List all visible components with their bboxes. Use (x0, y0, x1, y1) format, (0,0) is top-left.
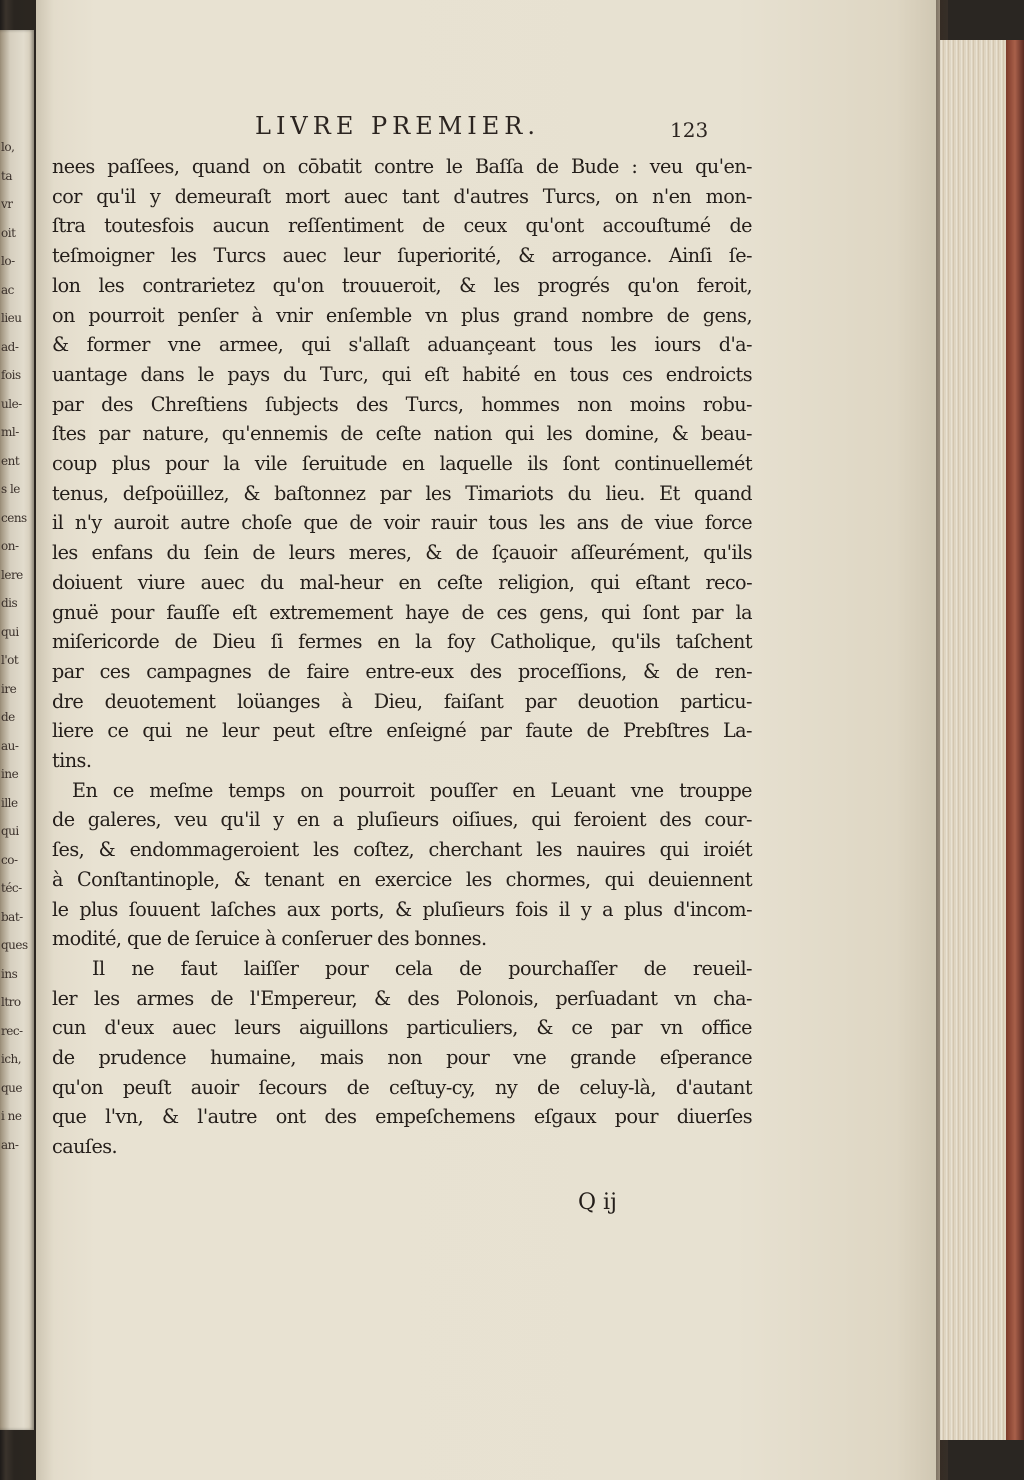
previous-page-edge (0, 30, 34, 1430)
text-line: coup plus pour la vile ſeruitude en laquelle ils ſont continuellemét (52, 452, 752, 475)
text-line: de galeres, veu qu'il y en a pluſieurs oiſiues, qui feroient des cour- (52, 808, 752, 832)
previous-page-fragment: de (1, 710, 15, 724)
text-line: on pourroit penſer à vnir enſemble vn plus grand nombre de gens, (52, 303, 752, 327)
previous-page-fragment: ent (1, 453, 20, 468)
text-line: & former vne armee, qui s'allaſt aduançeant tous les iours d'a- (52, 333, 752, 357)
previous-page-fragment: ins (1, 966, 18, 981)
text-line: tenus, deſpoüillez, & baſtonnez par les Timariots du lieu. Et quand (52, 481, 752, 505)
previous-page-fragment: s le (1, 482, 20, 496)
previous-page-fragment: oit (1, 225, 16, 240)
page-number: 123 (670, 118, 709, 142)
text-line: modité, que de ſeruice à conſeruer des bonnes. (52, 927, 487, 951)
previous-page-fragment: an- (1, 1137, 19, 1152)
text-line: ſtes par nature, qu'ennemis de ceſte nation qui les domine, & beau- (52, 422, 752, 446)
text-line: qu'on peuſt auoir ſecours de ceſtuy-cy, ny de celuy-là, d'autant (52, 1075, 752, 1099)
text-line: tins. (52, 749, 92, 772)
text-line: teſmoigner les Turcs auec leur ſuperiorité, & arrogance. Ainſi ſe- (52, 244, 752, 268)
previous-page-fragment: rec- (1, 1023, 23, 1038)
previous-page-fragment: vr (1, 197, 13, 211)
page-edges-stack (940, 40, 1010, 1440)
text-line: doiuent viure auec du mal-heur en ceſte religion, qui eſtant reco- (52, 570, 752, 594)
previous-page-fragment: dis (1, 596, 18, 610)
previous-page-fragment: lere (1, 567, 23, 582)
previous-page-fragment: que (1, 1080, 23, 1095)
text-line: nees paſſees, quand on cōbatit contre le Baſſa de Bude : veu qu'en- (52, 155, 752, 178)
previous-page-fragment: ml- (1, 425, 19, 439)
text-line: à Conſtantinople, & tenant en exercice les chormes, qui deuiennent (52, 867, 752, 891)
previous-page-fragment: i ne (1, 1109, 22, 1123)
text-line: par ces campagnes de faire entre-eux des proceſſions, & de ren- (52, 659, 752, 683)
previous-page-fragment: l'ot (1, 653, 19, 667)
text-line: lon les contrarietez qu'on trouueroit, & les progrés qu'on feroit, (52, 273, 752, 297)
previous-page-fragment: ac (1, 282, 14, 297)
previous-page-fragment: ine (1, 767, 19, 781)
text-line: ler les armes de l'Empereur, & des Polonois, perſuadant vn cha- (52, 986, 752, 1010)
previous-page-fragment: ad- (1, 339, 19, 354)
previous-page-fragment: qui (1, 824, 19, 838)
previous-page-fragment: téc- (1, 881, 22, 895)
text-line: cun d'eux auec leurs aiguillons particuliers, & ce par vn office (52, 1016, 752, 1040)
previous-page-fragment: fois (1, 368, 21, 382)
previous-page-fragment: co- (1, 852, 18, 867)
previous-page-fragment: ich, (1, 1052, 22, 1066)
text-line: par des Chreſtiens ſubjects des Turcs, hommes non moins robu- (52, 392, 752, 416)
text-line: liere ce qui ne leur peut eſtre enſeigné par faute de Prebſtres La- (52, 719, 752, 743)
previous-page-fragment: ques (1, 938, 28, 952)
previous-page-fragment: ire (1, 681, 17, 696)
text-line: ſtra toutesfois aucun reſſentiment de ceux qu'ont accouſtumé de (52, 214, 752, 238)
text-line: il n'y auroit autre choſe que de voir rauir tous les ans de viue force (52, 511, 752, 535)
text-line: le plus ſouuent laſches aux ports, & pluſieurs fois il y a plus d'incom- (52, 897, 752, 921)
previous-page-fragment: ta (1, 168, 12, 183)
previous-page-fragment: lieu (1, 311, 22, 325)
text-line: ſes, & endommageroient les coſtez, cherchant les nauires qui iroiét (52, 838, 752, 862)
text-line: Il ne faut laiſſer pour cela de pourchaſſer de reueil- (92, 956, 752, 980)
text-line: les enfans du ſein de leurs meres, & de ſçauoir aſſeurément, qu'ils (52, 541, 752, 565)
previous-page-fragment: au- (1, 738, 19, 753)
book-cover-edge (1006, 40, 1024, 1440)
previous-page-fragment: bat- (1, 909, 23, 924)
previous-page-fragment: on- (1, 539, 19, 553)
signature-mark: Q ij (578, 1190, 617, 1215)
page-header (36, 112, 940, 152)
text-line: que l'vn, & l'autre ont des empeſchemens eſgaux pour diuerſes (52, 1105, 752, 1129)
text-line: gnuë pour fauſſe eſt extremement haye de ces gens, qui ſont par la (52, 600, 752, 624)
previous-page-fragment: ille (1, 795, 18, 810)
text-line: de prudence humaine, mais non pour vne grande eſperance (52, 1046, 752, 1069)
text-line: cauſes. (52, 1135, 118, 1159)
text-line: uantage dans le pays du Turc, qui eſt habité en tous ces endroicts (52, 362, 752, 386)
text-line: En ce meſme temps on pourroit pouſſer en Leuant vne trouppe (72, 778, 752, 802)
text-line: miſericorde de Dieu ſi fermes en la foy Catholique, qu'ils taſchent (52, 630, 752, 654)
previous-page-fragment: lo- (1, 254, 15, 268)
text-line: cor qu'il y demeuraſt mort auec tant d'autres Turcs, on n'en mon- (52, 184, 752, 208)
previous-page-fragment: qui (1, 624, 19, 639)
running-head: LIVRE PREMIER. (255, 112, 540, 140)
previous-page-fragment: lo, (1, 140, 15, 154)
previous-page-fragment: ltro (1, 995, 21, 1009)
previous-page-fragment: ule- (1, 396, 22, 411)
previous-page-fragment: cens (1, 510, 27, 525)
text-line: dre deuotement loüanges à Dieu, faiſant par deuotion particu- (52, 689, 752, 713)
